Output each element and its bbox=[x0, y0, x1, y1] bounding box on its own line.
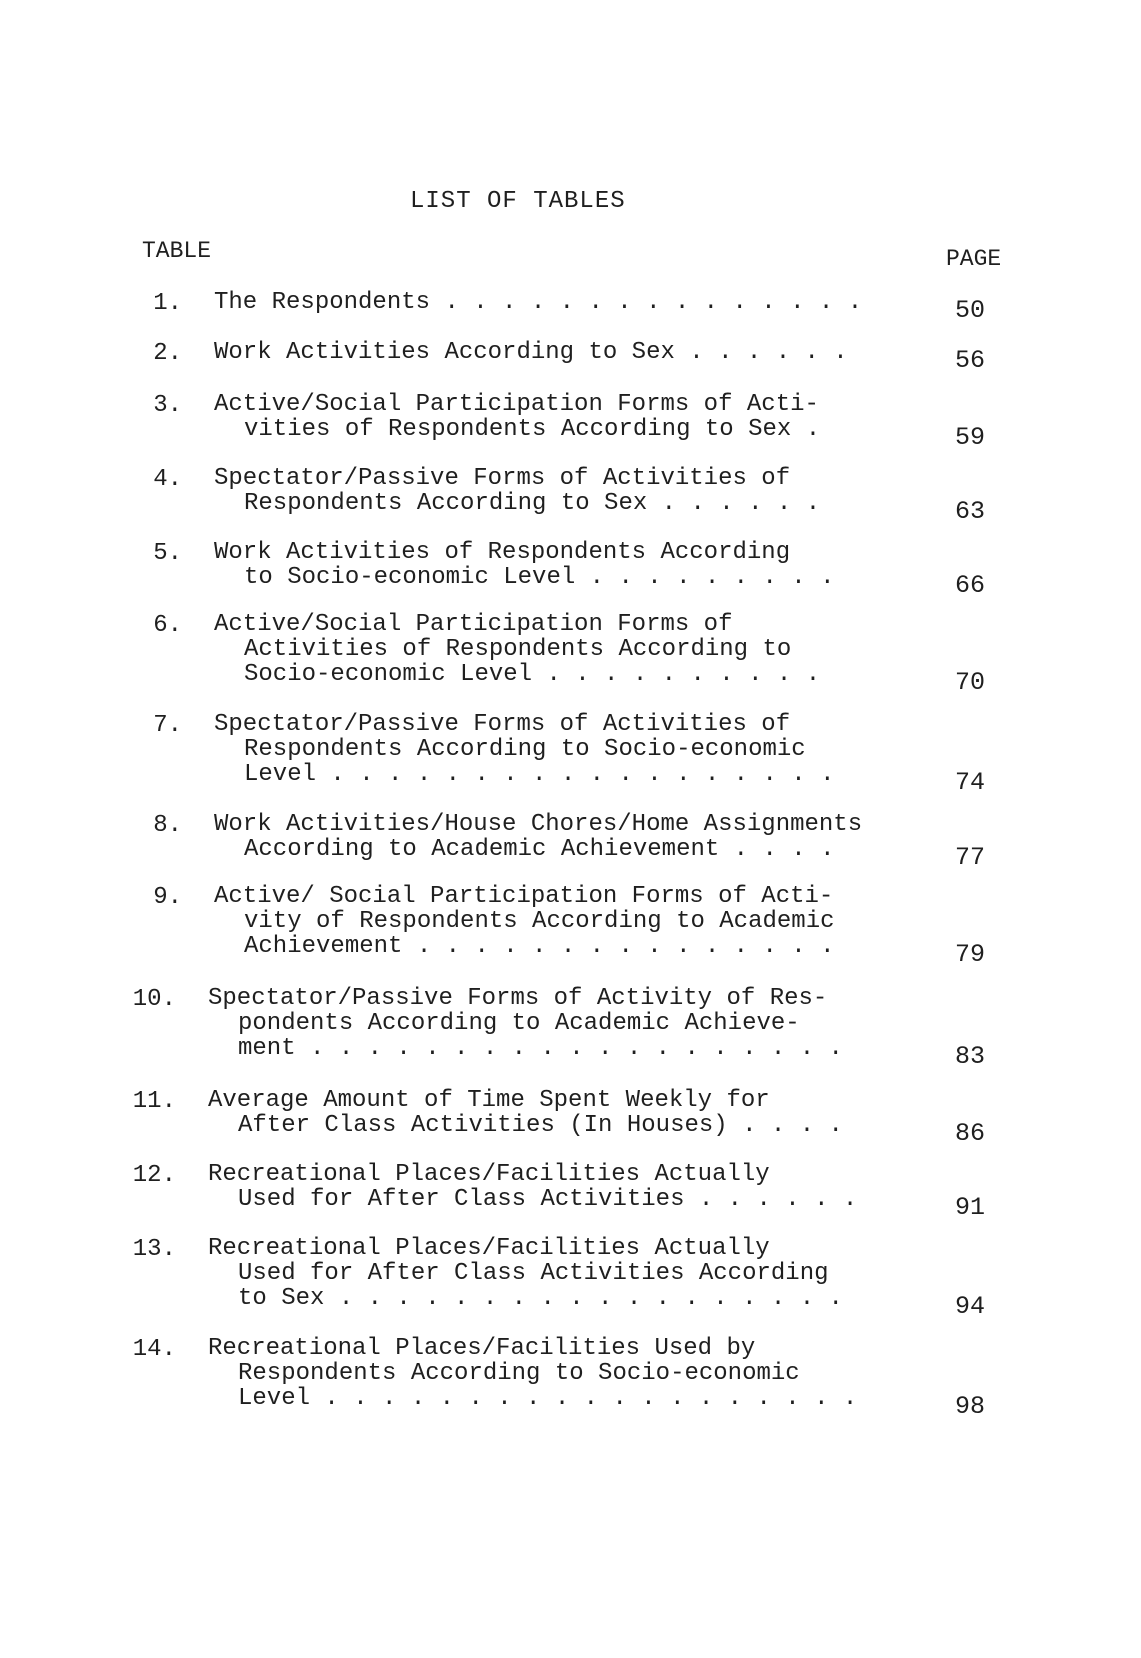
page-number: 94 bbox=[955, 1292, 986, 1321]
table-title-continuation: Respondents According to Socio-economic bbox=[244, 736, 806, 763]
table-title-line: Active/Social Participation Forms of Acti- bbox=[214, 391, 819, 418]
table-title-continuation: Respondents According to Socio-economic bbox=[238, 1360, 800, 1387]
table-title-line: Spectator/Passive Forms of Activity of Res- bbox=[208, 985, 828, 1012]
table-title-line: Work Activities of Respondents According bbox=[214, 539, 791, 566]
table-title-line: Average Amount of Time Spent Weekly for bbox=[208, 1087, 770, 1114]
table-title-line: Active/ Social Participation Forms of Acti- bbox=[214, 883, 834, 910]
page-column-header: PAGE bbox=[946, 246, 1002, 272]
table-title-line: Recreational Places/Facilities Used by bbox=[208, 1335, 756, 1362]
page-number: 50 bbox=[955, 296, 986, 325]
table-title-continuation: to Sex . . . . . . . . . . . . . . . . . . bbox=[238, 1285, 843, 1312]
table-title-continuation: pondents According to Academic Achieve- bbox=[238, 1010, 800, 1037]
page-number: 66 bbox=[955, 571, 986, 600]
table-title-continuation: Respondents According to Sex . . . . . . bbox=[244, 490, 821, 517]
table-number: 5. bbox=[153, 540, 182, 567]
table-number: 10. bbox=[132, 986, 176, 1013]
table-title-continuation: Socio-economic Level . . . . . . . . . . bbox=[244, 661, 821, 688]
table-title-continuation: Achievement . . . . . . . . . . . . . . . bbox=[244, 933, 835, 960]
table-title-continuation: ment . . . . . . . . . . . . . . . . . . . bbox=[238, 1035, 843, 1062]
table-title-continuation: Level . . . . . . . . . . . . . . . . . . bbox=[244, 761, 835, 788]
page-number: 83 bbox=[955, 1042, 986, 1071]
table-number: 4. bbox=[153, 466, 182, 493]
table-title-continuation: vities of Respondents According to Sex . bbox=[244, 416, 821, 443]
page-number: 59 bbox=[955, 423, 986, 452]
table-number: 8. bbox=[153, 812, 182, 839]
page-number: 77 bbox=[955, 843, 986, 872]
table-number: 1. bbox=[153, 290, 182, 317]
page-number: 56 bbox=[955, 346, 986, 375]
table-column-header: TABLE bbox=[142, 238, 212, 264]
table-title-continuation: to Socio-economic Level . . . . . . . . . bbox=[244, 564, 835, 591]
table-title-continuation: According to Academic Achievement . . . . bbox=[244, 836, 835, 863]
table-title-continuation: After Class Activities (In Houses) . . . . bbox=[238, 1112, 843, 1139]
table-title-line: The Respondents . . . . . . . . . . . . . . . bbox=[214, 289, 863, 316]
table-number: 13. bbox=[132, 1236, 176, 1263]
table-number: 12. bbox=[132, 1162, 176, 1189]
table-title-line: Spectator/Passive Forms of Activities of bbox=[214, 711, 791, 738]
table-title-line: Spectator/Passive Forms of Activities of bbox=[214, 465, 791, 492]
table-number: 2. bbox=[153, 340, 182, 367]
table-number: 9. bbox=[153, 884, 182, 911]
page-title: LIST OF TABLES bbox=[410, 188, 626, 215]
page-number: 86 bbox=[955, 1119, 986, 1148]
table-number: 3. bbox=[153, 392, 182, 419]
page-number: 79 bbox=[955, 940, 986, 969]
table-title-line: Work Activities/House Chores/Home Assignments bbox=[214, 811, 863, 838]
page-number: 91 bbox=[955, 1193, 986, 1222]
table-title-line: Recreational Places/Facilities Actually bbox=[208, 1235, 770, 1262]
table-title-line: Active/Social Participation Forms of bbox=[214, 611, 733, 638]
table-number: 6. bbox=[153, 612, 182, 639]
table-title-continuation: Activities of Respondents According to bbox=[244, 636, 792, 663]
page-number: 74 bbox=[955, 768, 986, 797]
table-number: 7. bbox=[153, 712, 182, 739]
page-number: 98 bbox=[955, 1392, 986, 1421]
table-title-continuation: Level . . . . . . . . . . . . . . . . . . . bbox=[238, 1385, 858, 1412]
page-number: 63 bbox=[955, 497, 986, 526]
page-number: 70 bbox=[955, 668, 986, 697]
table-title-continuation: Used for After Class Activities . . . . . . bbox=[238, 1186, 858, 1213]
table-number: 11. bbox=[132, 1088, 176, 1115]
table-title-continuation: vity of Respondents According to Academic bbox=[244, 908, 835, 935]
table-number: 14. bbox=[132, 1336, 176, 1363]
table-title-line: Work Activities According to Sex . . . . . . bbox=[214, 339, 848, 366]
table-title-line: Recreational Places/Facilities Actually bbox=[208, 1161, 770, 1188]
table-title-continuation: Used for After Class Activities According bbox=[238, 1260, 829, 1287]
